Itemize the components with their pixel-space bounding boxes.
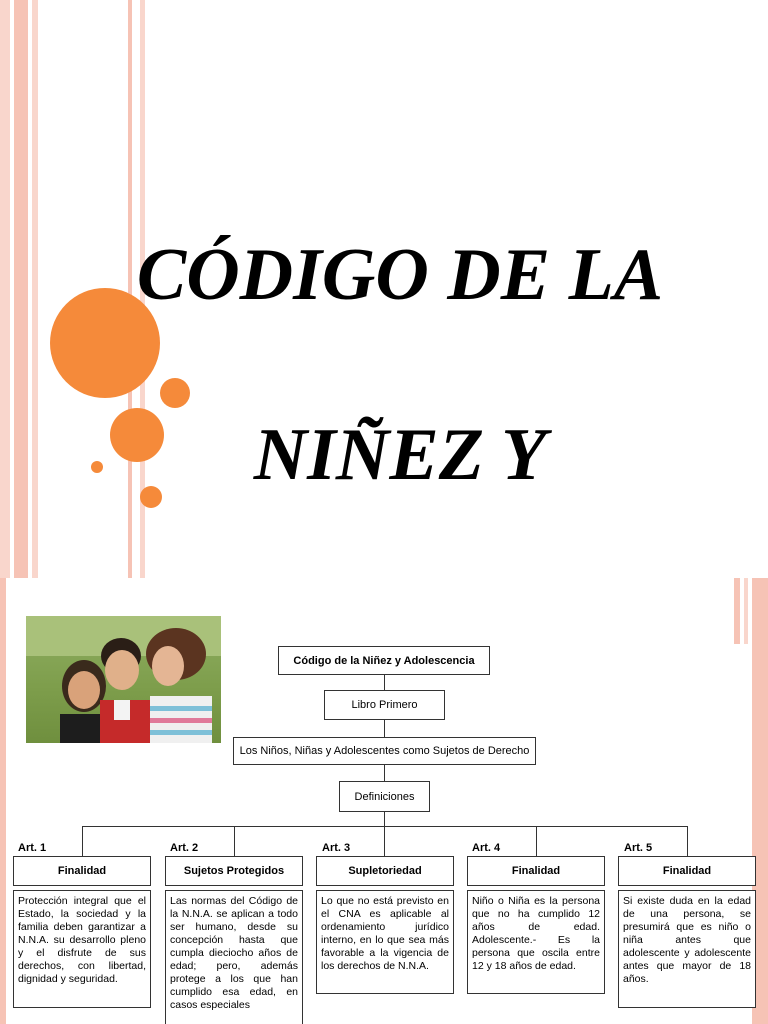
connector-line (384, 765, 385, 781)
column-heading: Sujetos Protegidos (165, 856, 303, 886)
decorative-stripe (744, 578, 748, 644)
column-body: Si existe duda en la edad de una persona, se presumirá que es niño o niña antes que adolescente y adolescente antes que mayor de 18 años. (618, 890, 756, 1008)
children-illustration (26, 616, 221, 743)
connector-line (384, 826, 385, 856)
decorative-stripe (0, 0, 10, 578)
chart-level2-node: Libro Primero (324, 690, 445, 720)
chart-level4-node: Definiciones (339, 781, 430, 812)
title-line: NIÑEZ Y (253, 414, 547, 496)
column-body: Protección integral que el Estado, la sociedad y la familia deben garantizar a N.N.A. su desarrollo pleno y el disfrute de sus derechos, con libertad, dignidad y seguridad. (13, 890, 151, 1008)
connector-line (384, 675, 385, 690)
connector-line (234, 826, 235, 856)
connector-line (536, 826, 537, 856)
chart-level3-node: Los Niños, Niñas y Adolescentes como Sujetos de Derecho (233, 737, 536, 765)
column-heading: Supletoriedad (316, 856, 454, 886)
connector-line (384, 720, 385, 737)
decorative-stripe (734, 578, 740, 644)
article-label: Art. 4 (472, 842, 501, 854)
connector-line (384, 812, 385, 826)
article-label: Art. 2 (170, 842, 199, 854)
column-body: Las normas del Código de la N.N.A. se aplican a todo ser humano, desde su concepción hasta que cumpla dieciocho años de edad; pero, además protege a los que han cumplido esa edad, en casos especiales (165, 890, 303, 1024)
connector-line (82, 826, 83, 856)
connector-line (687, 826, 688, 856)
column-body: Niño o Niña es la persona que no ha cumplido 12 años de edad. Adolescente.- Es la persona que oscila entre 12 y 18 años de edad. (467, 890, 605, 994)
article-label: Art. 3 (322, 842, 351, 854)
column-body: Lo que no está previsto en el CNA es aplicable al ordenamiento jurídico interno, en lo que sea más favorable a la vigencia de los derechos de N.N.A. (316, 890, 454, 994)
column-heading: Finalidad (13, 856, 151, 886)
decorative-stripe (14, 0, 28, 578)
chart-slide (0, 578, 768, 1024)
slide-title (30, 140, 768, 578)
article-label: Art. 1 (18, 842, 47, 854)
column-heading: Finalidad (467, 856, 605, 886)
children-photo (26, 616, 221, 743)
article-label: Art. 5 (624, 842, 653, 854)
decorative-stripe (0, 578, 6, 1024)
title-line: CÓDIGO DE LA (136, 234, 664, 316)
chart-root-node: Código de la Niñez y Adolescencia (278, 646, 490, 675)
column-heading: Finalidad (618, 856, 756, 886)
